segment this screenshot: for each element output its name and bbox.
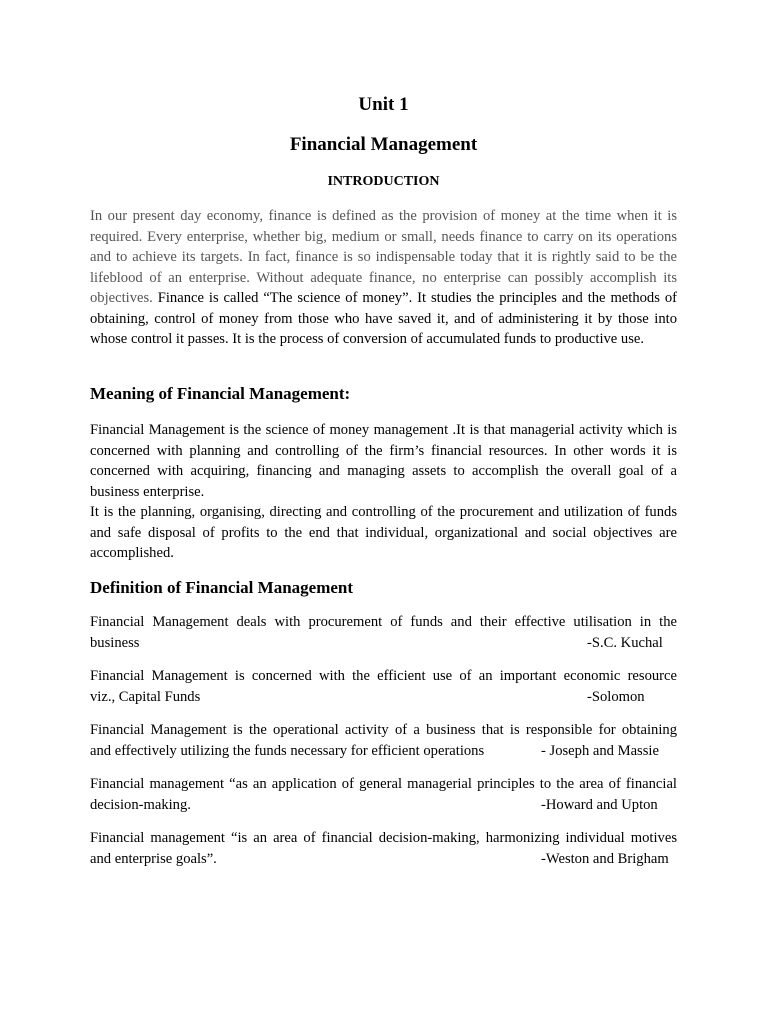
meaning-heading: Meaning of Financial Management: bbox=[90, 384, 351, 403]
definition-author: -S.C. Kuchal bbox=[587, 634, 663, 651]
definition-text-line-2 bbox=[90, 633, 677, 654]
definition-text-end: and enterprise goals”. bbox=[90, 850, 217, 867]
introduction-heading: INTRODUCTION bbox=[327, 174, 440, 189]
introduction-paragraph bbox=[90, 206, 677, 350]
definition-text-line-2 bbox=[90, 795, 677, 816]
meaning-paragraph-2: It is the planning, organising, directing and controlling of the procurement and utilization of funds and safe disposal of profits to the end that individual, organizational and social objectives are accomplished. bbox=[90, 504, 677, 561]
definition-text-line-2 bbox=[90, 687, 677, 708]
definition-author: -Howard and Upton bbox=[541, 796, 658, 813]
definition-author: -Solomon bbox=[587, 688, 645, 705]
definition-text-end: and effectively utilizing the funds necessary for efficient operations bbox=[90, 742, 485, 759]
definition-text-line-1: Financial Management is concerned with the efficient use of an important economic resource bbox=[90, 668, 677, 684]
definition-text-line-1: Financial Management is the operational activity of a business that is responsible for obtaining bbox=[90, 722, 677, 738]
definition-item bbox=[90, 828, 677, 869]
definition-item bbox=[90, 720, 677, 761]
introduction-black-text: Finance is called “The science of money”. It studies the principles and the methods of obtaining, control of money from those who have saved it, and of administering it by those into whose control it passes. It is the process of conversion of accumulated funds to productive use. bbox=[90, 290, 677, 347]
definition-heading: Definition of Financial Management bbox=[90, 578, 354, 597]
definition-item bbox=[90, 666, 677, 707]
definition-text-end: decision-making. bbox=[90, 796, 191, 813]
definition-text-line-1: Financial Management deals with procurement of funds and their effective utilisation in the bbox=[90, 614, 677, 630]
definition-text-line-1: Financial management “is an area of financial decision-making, harmonizing individual motives bbox=[90, 830, 677, 846]
meaning-paragraph-1: Financial Management is the science of money management .It is that managerial activity which is concerned with planning and controlling of the firm’s financial resources. In other words it is concerned with acquiring, financing and managing assets to accomplish the overall goal of a business enterprise. bbox=[90, 422, 677, 500]
definition-text-line-2 bbox=[90, 849, 677, 870]
definition-author: -Weston and Brigham bbox=[541, 850, 669, 867]
definition-text-line-2 bbox=[90, 741, 677, 762]
definition-author: - Joseph and Massie bbox=[541, 742, 659, 759]
definition-text-end: business bbox=[90, 634, 140, 651]
definition-item bbox=[90, 612, 677, 653]
definition-text-end: viz., Capital Funds bbox=[90, 688, 201, 705]
page-title: Financial Management bbox=[289, 134, 478, 155]
introduction-gray-text: In our present day economy, finance is defined as the provision of money at the time when it is required. Every enterprise, whether big, medium or small, needs finance to carry on its operations and to achieve its targets. In fact, finance is so indispensable today that it is rightly said to be the lifeblood of an enterprise. Without adequate finance, no enterprise can possibly accomplish its objectives. bbox=[90, 208, 677, 306]
definition-text-line-1: Financial management “as an application of general managerial principles to the area of financial bbox=[90, 776, 677, 792]
unit-title: Unit 1 bbox=[358, 94, 409, 115]
definition-item bbox=[90, 774, 677, 815]
